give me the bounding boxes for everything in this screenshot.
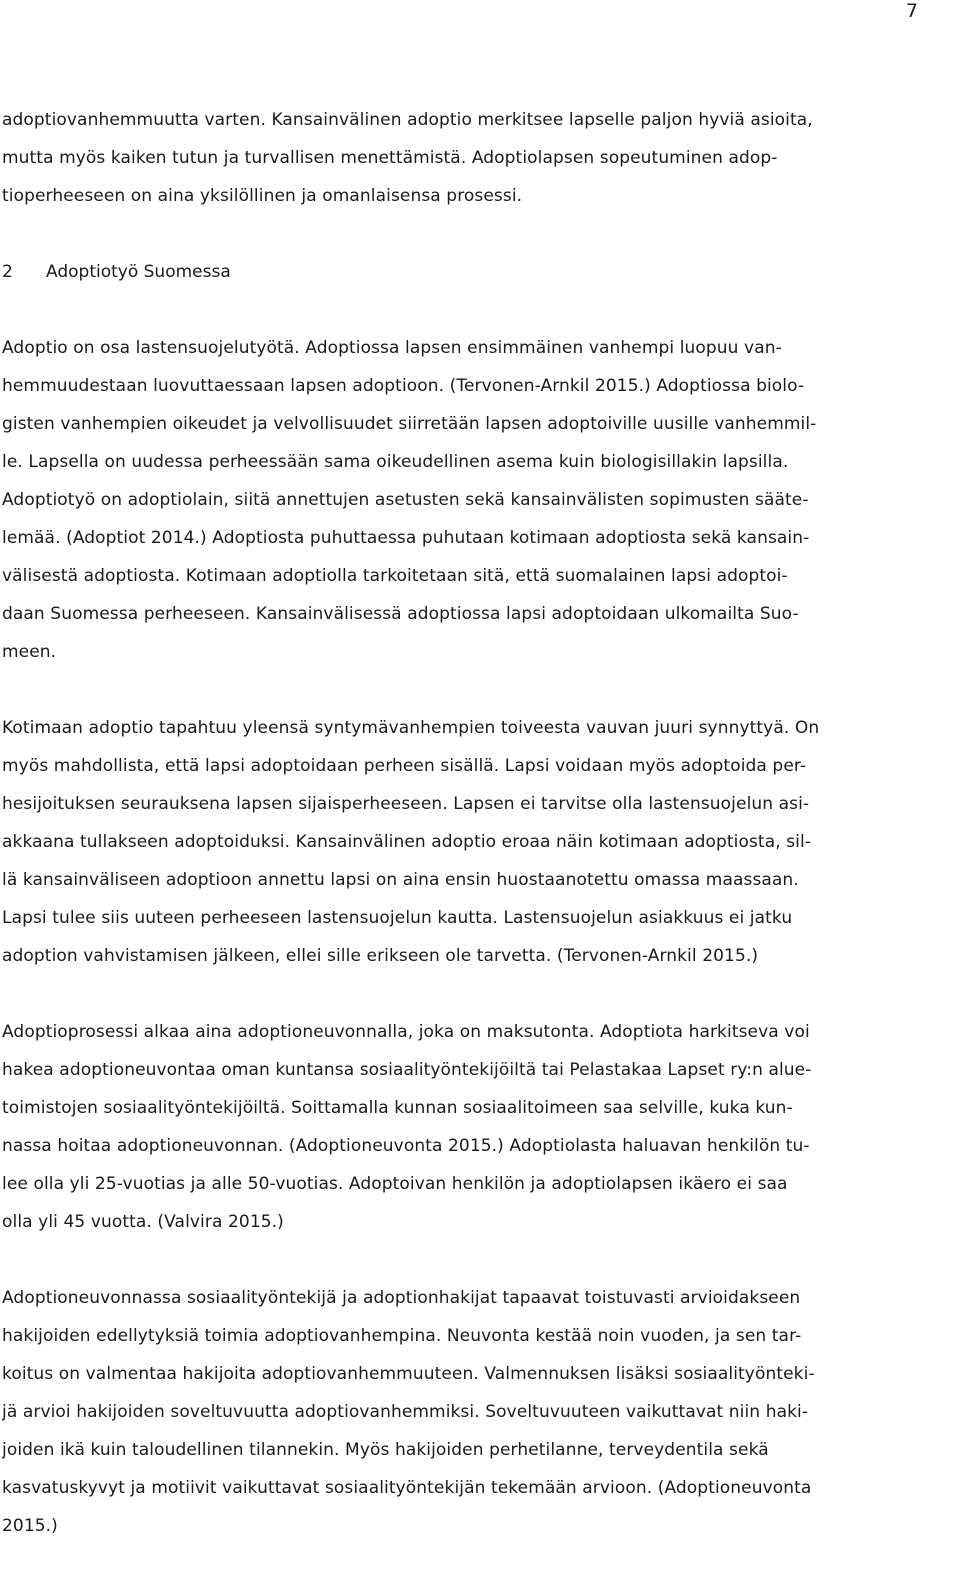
text-line: hemmuudestaan luovuttaessaan lapsen adoptioon. (Tervonen-Arnkil 2015.) Adoptiossa biolo- [2,376,805,396]
text-line: gisten vanhempien oikeudet ja velvollisuudet siirretään lapsen adoptoiville uusille vanhemmil- [2,414,817,434]
paragraph-4 [2,1279,942,1545]
text-line: hesijoituksen seurauksena lapsen sijaisperheeseen. Lapsen ei tarvitse olla lastensuojelun asi- [2,794,810,814]
text-line: Adoptio on osa lastensuojelutyötä. Adoptiossa lapsen ensimmäinen vanhempi luopuu van- [2,338,782,358]
text-line: välisestä adoptiosta. Kotimaan adoptiolla tarkoitetaan sitä, että suomalainen lapsi adoptoi- [2,566,788,586]
paragraph-1 [2,329,942,671]
text-line: kasvatuskyvyt ja motiivit vaikuttavat sosiaalityöntekijän tekemään arvioon. (Adoptioneuvonta [2,1478,812,1498]
text-line: joiden ikä kuin taloudellinen tilannekin. Myös hakijoiden perhetilanne, terveydentila sekä [2,1440,769,1460]
text-line: meen. [2,642,57,662]
text-line: 2015.) [2,1516,58,1536]
text-line: Kotimaan adoptio tapahtuu yleensä syntymävanhempien toiveesta vauvan juuri synnyttyä. On [2,718,820,738]
text-line: koitus on valmentaa hakijoita adoptiovanhemmuuteen. Valmennuksen lisäksi sosiaalityönteki- [2,1364,815,1384]
paragraph-2 [2,709,942,975]
text-line: olla yli 45 vuotta. (Valvira 2015.) [2,1212,284,1232]
text-line: hakijoiden edellytyksiä toimia adoptiovanhempina. Neuvonta kestää noin vuoden, ja sen tar- [2,1326,802,1346]
text-line: akkaana tullakseen adoptoiduksi. Kansainvälinen adoptio eroaa näin kotimaan adoptiosta, sil- [2,832,812,852]
text-line: adoptiovanhemmuutta varten. Kansainvälinen adoptio merkitsee lapselle paljon hyviä asioita, [2,110,813,130]
section-heading [2,253,942,291]
text-line: Adoptioneuvonnassa sosiaalityöntekijä ja adoptionhakijat tapaavat toistuvasti arvioidakseen [2,1288,801,1308]
intro-paragraph [2,101,942,215]
text-line: Adoptioprosessi alkaa aina adoptioneuvonnalla, joka on maksutonta. Adoptiota harkitseva voi [2,1022,810,1042]
text-line: nassa hoitaa adoptioneuvonnan. (Adoptioneuvonta 2015.) Adoptiolasta haluavan henkilön tu- [2,1136,810,1156]
document-body [2,101,942,1545]
text-line: adoption vahvistamisen jälkeen, ellei sille erikseen ole tarvetta. (Tervonen-Arnkil 2015.) [2,946,759,966]
text-line: lemää. (Adoptiot 2014.) Adoptiosta puhuttaessa puhutaan kotimaan adoptiosta sekä kansain- [2,528,810,548]
text-line: lee olla yli 25-vuotias ja alle 50-vuotias. Adoptoivan henkilön ja adoptiolapsen ikäero ei saa [2,1174,788,1194]
text-line: jä arvioi hakijoiden soveltuvuutta adoptiovanhemmiksi. Soveltuvuuteen vaikuttavat niin haki- [2,1402,809,1422]
text-line: le. Lapsella on uudessa perheessään sama oikeudellinen asema kuin biologisillakin lapsilla. [2,452,789,472]
text-line: Lapsi tulee siis uuteen perheeseen lastensuojelun kautta. Lastensuojelun asiakkuus ei jatku [2,908,793,928]
text-line: mutta myös kaiken tutun ja turvallisen menettämistä. Adoptiolapsen sopeutuminen adop- [2,148,778,168]
text-line: hakea adoptioneuvontaa oman kuntansa sosiaalityöntekijöiltä tai Pelastakaa Lapset ry:n alue- [2,1060,812,1080]
section-number: 2 [2,262,13,282]
text-line: myös mahdollista, että lapsi adoptoidaan perheen sisällä. Lapsi voidaan myös adoptoida per- [2,756,807,776]
text-line: tioperheeseen on aina yksilöllinen ja omanlaisensa prosessi. [2,186,523,206]
paragraph-3 [2,1013,942,1241]
text-line: Adoptiotyö on adoptiolain, siitä annettujen asetusten sekä kansainvälisten sopimusten sääte- [2,490,809,510]
text-line: daan Suomessa perheeseen. Kansainvälisessä adoptiossa lapsi adoptoidaan ulkomailta Suo- [2,604,799,624]
text-line: lä kansainväliseen adoptioon annettu lapsi on aina ensin huostaanotettu omassa maassaan. [2,870,799,890]
section-title: Adoptiotyö Suomessa [46,262,231,282]
text-line: toimistojen sosiaalityöntekijöiltä. Soittamalla kunnan sosiaalitoimeen saa selville, kuka kun- [2,1098,793,1118]
page-number: 7 [905,0,918,22]
